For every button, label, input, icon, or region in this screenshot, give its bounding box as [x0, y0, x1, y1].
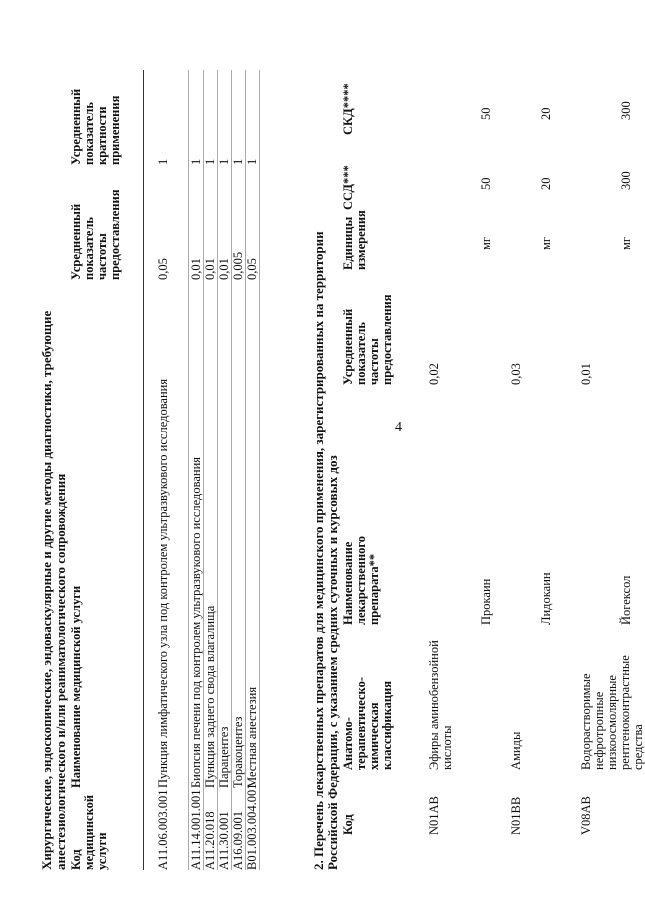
- s2-header-freq: Усредненный показатель частоты предоставления: [341, 294, 394, 385]
- s1-row-mult: 1: [231, 158, 245, 165]
- s2-row-code: N01AB: [427, 796, 441, 835]
- section2-title-1: 2. Перечень лекарственных препаратов для медицинского применения, зарегистрированных на территории: [311, 231, 326, 870]
- s2-header-drug: Наименование лекарственного препарата**: [341, 535, 381, 625]
- s1-row-name: Торакоцентез: [231, 716, 245, 788]
- s2-row-sdd: 20: [539, 177, 553, 190]
- s2-row-unit: мг: [539, 236, 553, 250]
- s1-row-code: A11.30.001: [217, 811, 231, 870]
- s2-header-code: Код: [341, 814, 355, 835]
- s1-row-mult: 1: [245, 158, 259, 165]
- s2-row-atc: Эфиры аминобензойной кислоты: [427, 640, 454, 770]
- s2-row-freq: 0,01: [579, 363, 593, 385]
- s1-row-rule: [259, 70, 260, 870]
- s1-row-mult: 1: [156, 158, 170, 165]
- s2-header-sdd: ССД***: [341, 165, 355, 210]
- s1-row-freq: 0,01: [203, 258, 217, 280]
- s2-row-drug: Йогексол: [619, 575, 633, 625]
- rotated-content: [39, 20, 645, 870]
- s1-row-name: Биопсия печени под контролем ультразвукового исследования: [189, 456, 203, 788]
- s2-header-skd: СКД****: [341, 83, 355, 135]
- s2-row-atc: Водорастворимые нефротропные низкоосмолярные рентгеноконтрастные средства: [579, 655, 645, 770]
- s2-row-freq: 0,03: [509, 363, 523, 385]
- s1-row-freq: 0,01: [189, 258, 203, 280]
- s2-row-unit: мг: [479, 236, 493, 250]
- s2-row-freq: 0,02: [427, 363, 441, 385]
- s2-row-sdd: 50: [479, 177, 493, 190]
- s2-header-atc: Анатомо-терапевтическо-химическая классификация: [341, 676, 394, 770]
- s2-row-code: N01BB: [509, 796, 523, 835]
- s2-row-skd: 300: [619, 101, 633, 120]
- s1-row-freq: 0,005: [231, 251, 245, 280]
- s2-row-atc: Амиды: [509, 731, 523, 770]
- s1-row-freq: 0,01: [217, 258, 231, 280]
- s2-header-unit: Единицы измерения: [341, 210, 368, 270]
- s1-row-code: B01.003.004.001: [245, 783, 259, 870]
- s1-row-freq: 0,05: [245, 258, 259, 280]
- s1-header-mult: Усредненный показатель кратности применения: [69, 88, 122, 165]
- s2-row-drug: Лидокаин: [539, 572, 553, 625]
- s1-row-mult: 1: [203, 158, 217, 165]
- s2-row-sdd: 300: [619, 171, 633, 190]
- s2-row-unit: мг: [619, 236, 633, 250]
- s2-row-skd: 50: [479, 107, 493, 120]
- s2-row-drug: Прокаин: [479, 578, 493, 625]
- s1-row-name: Пункция лимфатического узла под контролем ультразвукового исследования: [156, 378, 170, 788]
- s1-row-code: A16.09.001: [231, 810, 245, 870]
- section2-title-2: Российской Федерации, с указанием средних суточных и курсовых доз: [325, 455, 340, 870]
- s2-row-skd: 20: [539, 107, 553, 120]
- s1-row-name: Пункция заднего свода влагалища: [203, 605, 217, 788]
- s1-row-freq: 0,05: [156, 258, 170, 280]
- s1-row-name: Парацентез: [217, 726, 231, 788]
- section1-title-2: анестезиологического и/или реаниматологического сопровождения: [53, 473, 68, 870]
- s1-header-code: Код медицинской услуги: [69, 794, 109, 870]
- s1-row-mult: 1: [189, 158, 203, 165]
- s1-header-freq: Усредненный показатель частоты предоставления: [69, 189, 122, 280]
- s1-row-code: A11.20.018: [203, 811, 217, 870]
- s1-row-code: A11.06.003.001: [156, 789, 170, 870]
- s1-row-code: A11.14.001.001: [189, 789, 203, 870]
- s1-header-name: Наименование медицинской услуги: [69, 585, 83, 788]
- s1-row-mult: 1: [217, 158, 231, 165]
- s1-row-name: Местная анестезия: [245, 686, 259, 788]
- section1-title-1: Хирургические, эндоскопические, эндоваскулярные и другие методы диагностики, требующие: [39, 310, 54, 870]
- page-number: 4: [395, 420, 402, 435]
- s2-row-code: V08AB: [579, 796, 593, 835]
- s1-header-rule: [143, 70, 144, 870]
